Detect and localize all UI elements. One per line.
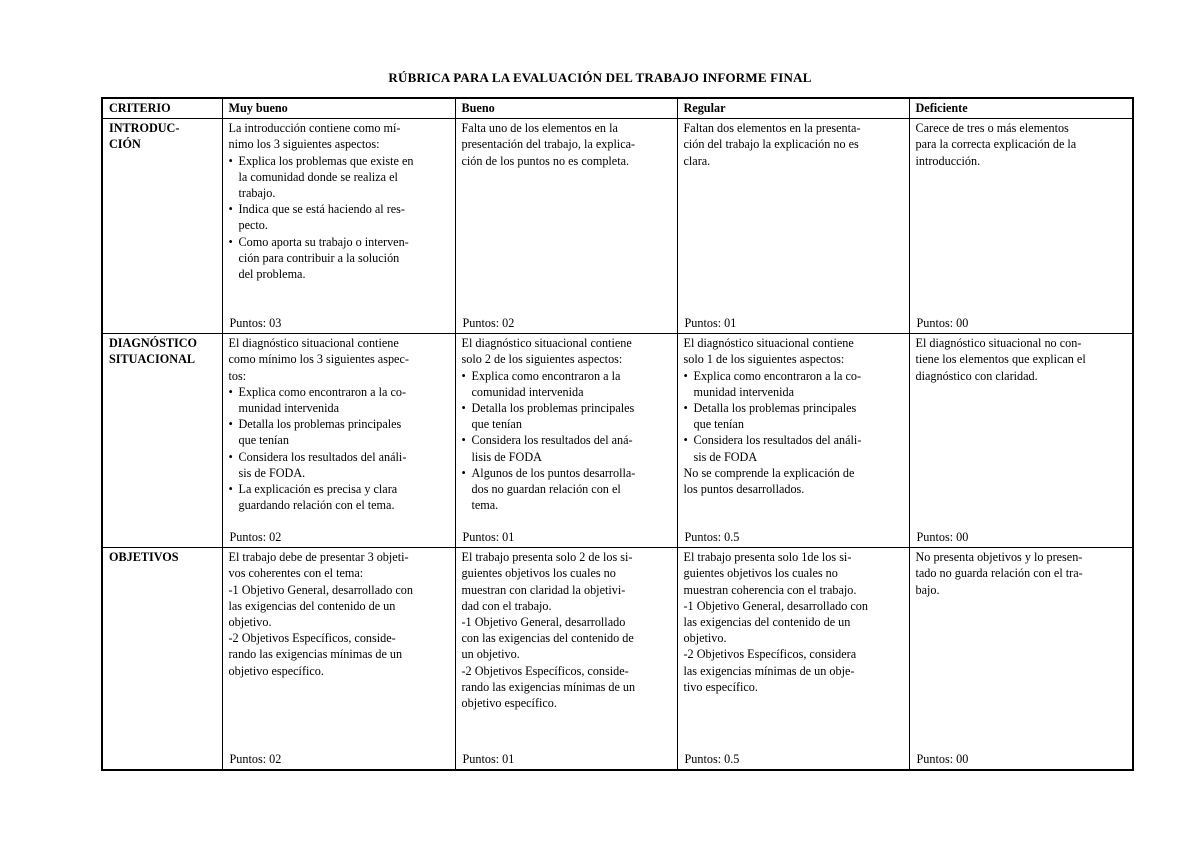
description-line: -1 Objetivo General, desarrollado con [228, 582, 413, 597]
aspect-item [229, 449, 449, 481]
aspect-line: • Considera los resultados del análi- [238, 449, 407, 464]
description-line: con las exigencias del contenido de [461, 631, 634, 646]
cell-muy-bueno [222, 119, 455, 334]
description-line: No presenta objetivos y lo presen- [915, 550, 1083, 565]
aspect-item [684, 432, 903, 464]
cell-deficiente [909, 334, 1133, 548]
aspect-line: munidad intervenida [238, 401, 340, 416]
description-line: dad con el trabajo. [461, 598, 552, 613]
aspect-line: • Algunos de los puntos desarrolla- [471, 465, 636, 480]
description-line: rando las exigencias mínimas de un [228, 647, 403, 662]
aspect-line: que tenían [238, 433, 289, 448]
criterion-label: INTRODUC- [109, 121, 180, 136]
criterion-cell [102, 119, 222, 334]
criterion-label: SITUACIONAL [109, 352, 196, 367]
aspect-line: lisis de FODA [471, 449, 542, 464]
cell-bueno [455, 548, 677, 770]
aspect-item [229, 153, 449, 202]
description-line: objetivo. [683, 631, 727, 646]
cell-description [229, 549, 449, 681]
aspect-item [684, 368, 903, 400]
description-line: ción del trabajo la explicación no es [683, 137, 859, 152]
description-line: objetivo específico. [228, 663, 324, 678]
cell-regular [677, 548, 909, 770]
description-line: presentación del trabajo, la explica- [461, 137, 636, 152]
description-line: objetivo específico. [461, 696, 557, 711]
description-line: No se comprende la explicación de [683, 465, 855, 480]
description-line: como mínimo los 3 siguientes aspec- [228, 352, 409, 367]
description-line: guientes objetivos los cuales no [683, 566, 838, 581]
header-deficiente: Deficiente [909, 98, 1133, 119]
aspect-line: • Como aporta su trabajo o interven- [238, 234, 409, 249]
cell-description [229, 335, 449, 515]
cell-description [916, 335, 1127, 386]
description-line: El diagnóstico situacional contiene [228, 336, 399, 351]
criterion-cell [102, 334, 222, 548]
table-row [102, 119, 1133, 334]
cell-description [916, 549, 1127, 600]
description-line: clara. [683, 153, 711, 168]
description-line: El diagnóstico situacional contiene [683, 336, 854, 351]
aspect-item [462, 400, 671, 432]
points-label: Puntos: 00 [916, 751, 969, 766]
header-muy-bueno: Muy bueno [222, 98, 455, 119]
cell-regular [677, 119, 909, 334]
description-line: tos: [228, 368, 247, 383]
aspect-item [229, 416, 449, 448]
aspect-line: • Considera los resultados del análi- [693, 433, 862, 448]
aspect-line: que tenían [471, 417, 522, 432]
rubric-table [101, 97, 1134, 771]
description-line: Faltan dos elementos en la presenta- [683, 121, 861, 136]
points-label: Puntos: 0.5 [684, 751, 740, 766]
cell-description [462, 335, 671, 515]
description-line: El trabajo presenta solo 2 de los si- [461, 550, 633, 565]
description-line: las exigencias del contenido de un [683, 615, 851, 630]
cell-muy-bueno [222, 548, 455, 770]
description-line: rando las exigencias mínimas de un [461, 679, 636, 694]
description-line: guientes objetivos los cuales no [461, 566, 616, 581]
description-line: vos coherentes con el tema: [228, 566, 364, 581]
cell-description [684, 335, 903, 499]
aspect-item [229, 384, 449, 416]
description-line: tivo específico. [683, 679, 758, 694]
header-row [102, 98, 1133, 119]
criterion-label: CIÓN [109, 137, 141, 152]
aspect-line: • La explicación es precisa y clara [238, 482, 398, 497]
aspect-item [462, 432, 671, 464]
cell-muy-bueno [222, 334, 455, 548]
description-line: tiene los elementos que explican el [915, 352, 1086, 367]
aspect-line: pecto. [238, 218, 268, 233]
aspect-line: • Explica como encontraron a la [471, 368, 621, 383]
aspect-line: • Detalla los problemas principales [693, 401, 857, 416]
cell-description [684, 120, 903, 171]
header-criterio: CRITERIO [102, 98, 222, 119]
criterion-label: DIAGNÓSTICO [109, 336, 198, 351]
points-label: Puntos: 02 [462, 316, 515, 330]
criterion-label: OBJETIVOS [109, 550, 179, 565]
points-label: Puntos: 01 [462, 751, 515, 766]
aspect-item [229, 201, 449, 233]
aspect-line: • Detalla los problemas principales [471, 401, 635, 416]
cell-description [462, 120, 671, 171]
header-bueno: Bueno [455, 98, 677, 119]
aspect-line: • Explica como encontraron a la co- [238, 384, 407, 399]
description-line: para la correcta explicación de la [915, 137, 1077, 152]
aspect-line: • Indica que se está haciendo al res- [238, 202, 405, 217]
description-line: los puntos desarrollados. [683, 482, 805, 497]
aspect-item [229, 234, 449, 283]
table-row [102, 334, 1133, 548]
aspect-list [684, 368, 903, 465]
description-line: las exigencias mínimas de un obje- [683, 663, 855, 678]
description-line: muestran coherencia con el trabajo. [683, 582, 857, 597]
aspect-line: munidad intervenida [693, 384, 795, 399]
description-line: solo 2 de los siguientes aspectos: [461, 352, 623, 367]
description-line: -1 Objetivo General, desarrollado [461, 615, 626, 630]
points-label: Puntos: 0.5 [684, 530, 740, 544]
description-line: tado no guarda relación con el tra- [915, 566, 1083, 581]
table-row [102, 548, 1133, 770]
aspect-line: trabajo. [238, 186, 276, 201]
description-line: ción de los puntos no es completa. [461, 153, 630, 168]
points-label: Puntos: 01 [462, 530, 515, 544]
aspect-item [462, 465, 671, 514]
points-label: Puntos: 00 [916, 316, 969, 330]
description-line: solo 1 de los siguientes aspectos: [683, 352, 845, 367]
description-line: -2 Objetivos Específicos, conside- [461, 663, 629, 678]
aspect-line: sis de FODA. [238, 465, 306, 480]
aspect-line: la comunidad donde se realiza el [238, 169, 398, 184]
description-line: El diagnóstico situacional no con- [915, 336, 1082, 351]
aspect-list [462, 368, 671, 514]
aspect-line: • Explica como encontraron a la co- [693, 368, 862, 383]
aspect-list [229, 384, 449, 514]
description-line: El diagnóstico situacional contiene [461, 336, 632, 351]
aspect-item [684, 400, 903, 432]
description-line: las exigencias del contenido de un [228, 598, 396, 613]
aspect-line: • Considera los resultados del aná- [471, 433, 633, 448]
description-line: objetivo. [228, 615, 272, 630]
description-line: -2 Objetivos Específicos, conside- [228, 631, 396, 646]
aspect-line: ción para contribuir a la solución [238, 250, 400, 265]
points-label: Puntos: 03 [229, 316, 282, 330]
aspect-line: tema. [471, 498, 499, 513]
description-line: Falta uno de los elementos en la [461, 121, 618, 136]
aspect-line: dos no guardan relación con el [471, 482, 621, 497]
aspect-line: comunidad intervenida [471, 384, 584, 399]
aspect-line: que tenían [693, 417, 744, 432]
aspect-line: guardando relación con el tema. [238, 498, 395, 513]
description-line: un objetivo. [461, 647, 520, 662]
aspect-line: del problema. [238, 267, 306, 282]
cell-description [462, 549, 671, 713]
aspect-list [229, 153, 449, 283]
cell-description [229, 120, 449, 284]
header-regular: Regular [677, 98, 909, 119]
description-line: Carece de tres o más elementos [915, 121, 1069, 136]
criterion-cell [102, 548, 222, 770]
document-title: RÚBRICA PARA LA EVALUACIÓN DEL TRABAJO INFORME FINAL [388, 70, 812, 85]
cell-bueno [455, 334, 677, 548]
cell-deficiente [909, 548, 1133, 770]
aspect-item [229, 481, 449, 513]
aspect-item [462, 368, 671, 400]
description-line: muestran con claridad la objetivi- [461, 582, 626, 597]
description-line: nimo los 3 siguientes aspectos: [228, 137, 380, 152]
points-label: Puntos: 02 [229, 751, 282, 766]
points-label: Puntos: 01 [684, 316, 737, 330]
cell-bueno [455, 119, 677, 334]
aspect-line: sis de FODA [693, 449, 758, 464]
cell-description [916, 120, 1127, 171]
description-line: El trabajo presenta solo 1de los si- [683, 550, 852, 565]
cell-regular [677, 334, 909, 548]
cell-deficiente [909, 119, 1133, 334]
description-line: diagnóstico con claridad. [915, 368, 1038, 383]
cell-description [684, 549, 903, 697]
aspect-line: • Explica los problemas que existe en [238, 153, 414, 168]
description-line: -1 Objetivo General, desarrollado con [683, 598, 868, 613]
description-line: -2 Objetivos Específicos, considera [683, 647, 857, 662]
description-line: introducción. [915, 153, 981, 168]
points-label: Puntos: 02 [229, 530, 282, 544]
description-line: La introducción contiene como mí- [228, 121, 401, 136]
points-label: Puntos: 00 [916, 530, 969, 544]
description-line: El trabajo debe de presentar 3 objeti- [228, 550, 409, 565]
aspect-line: • Detalla los problemas principales [238, 417, 402, 432]
description-line: bajo. [915, 582, 940, 597]
